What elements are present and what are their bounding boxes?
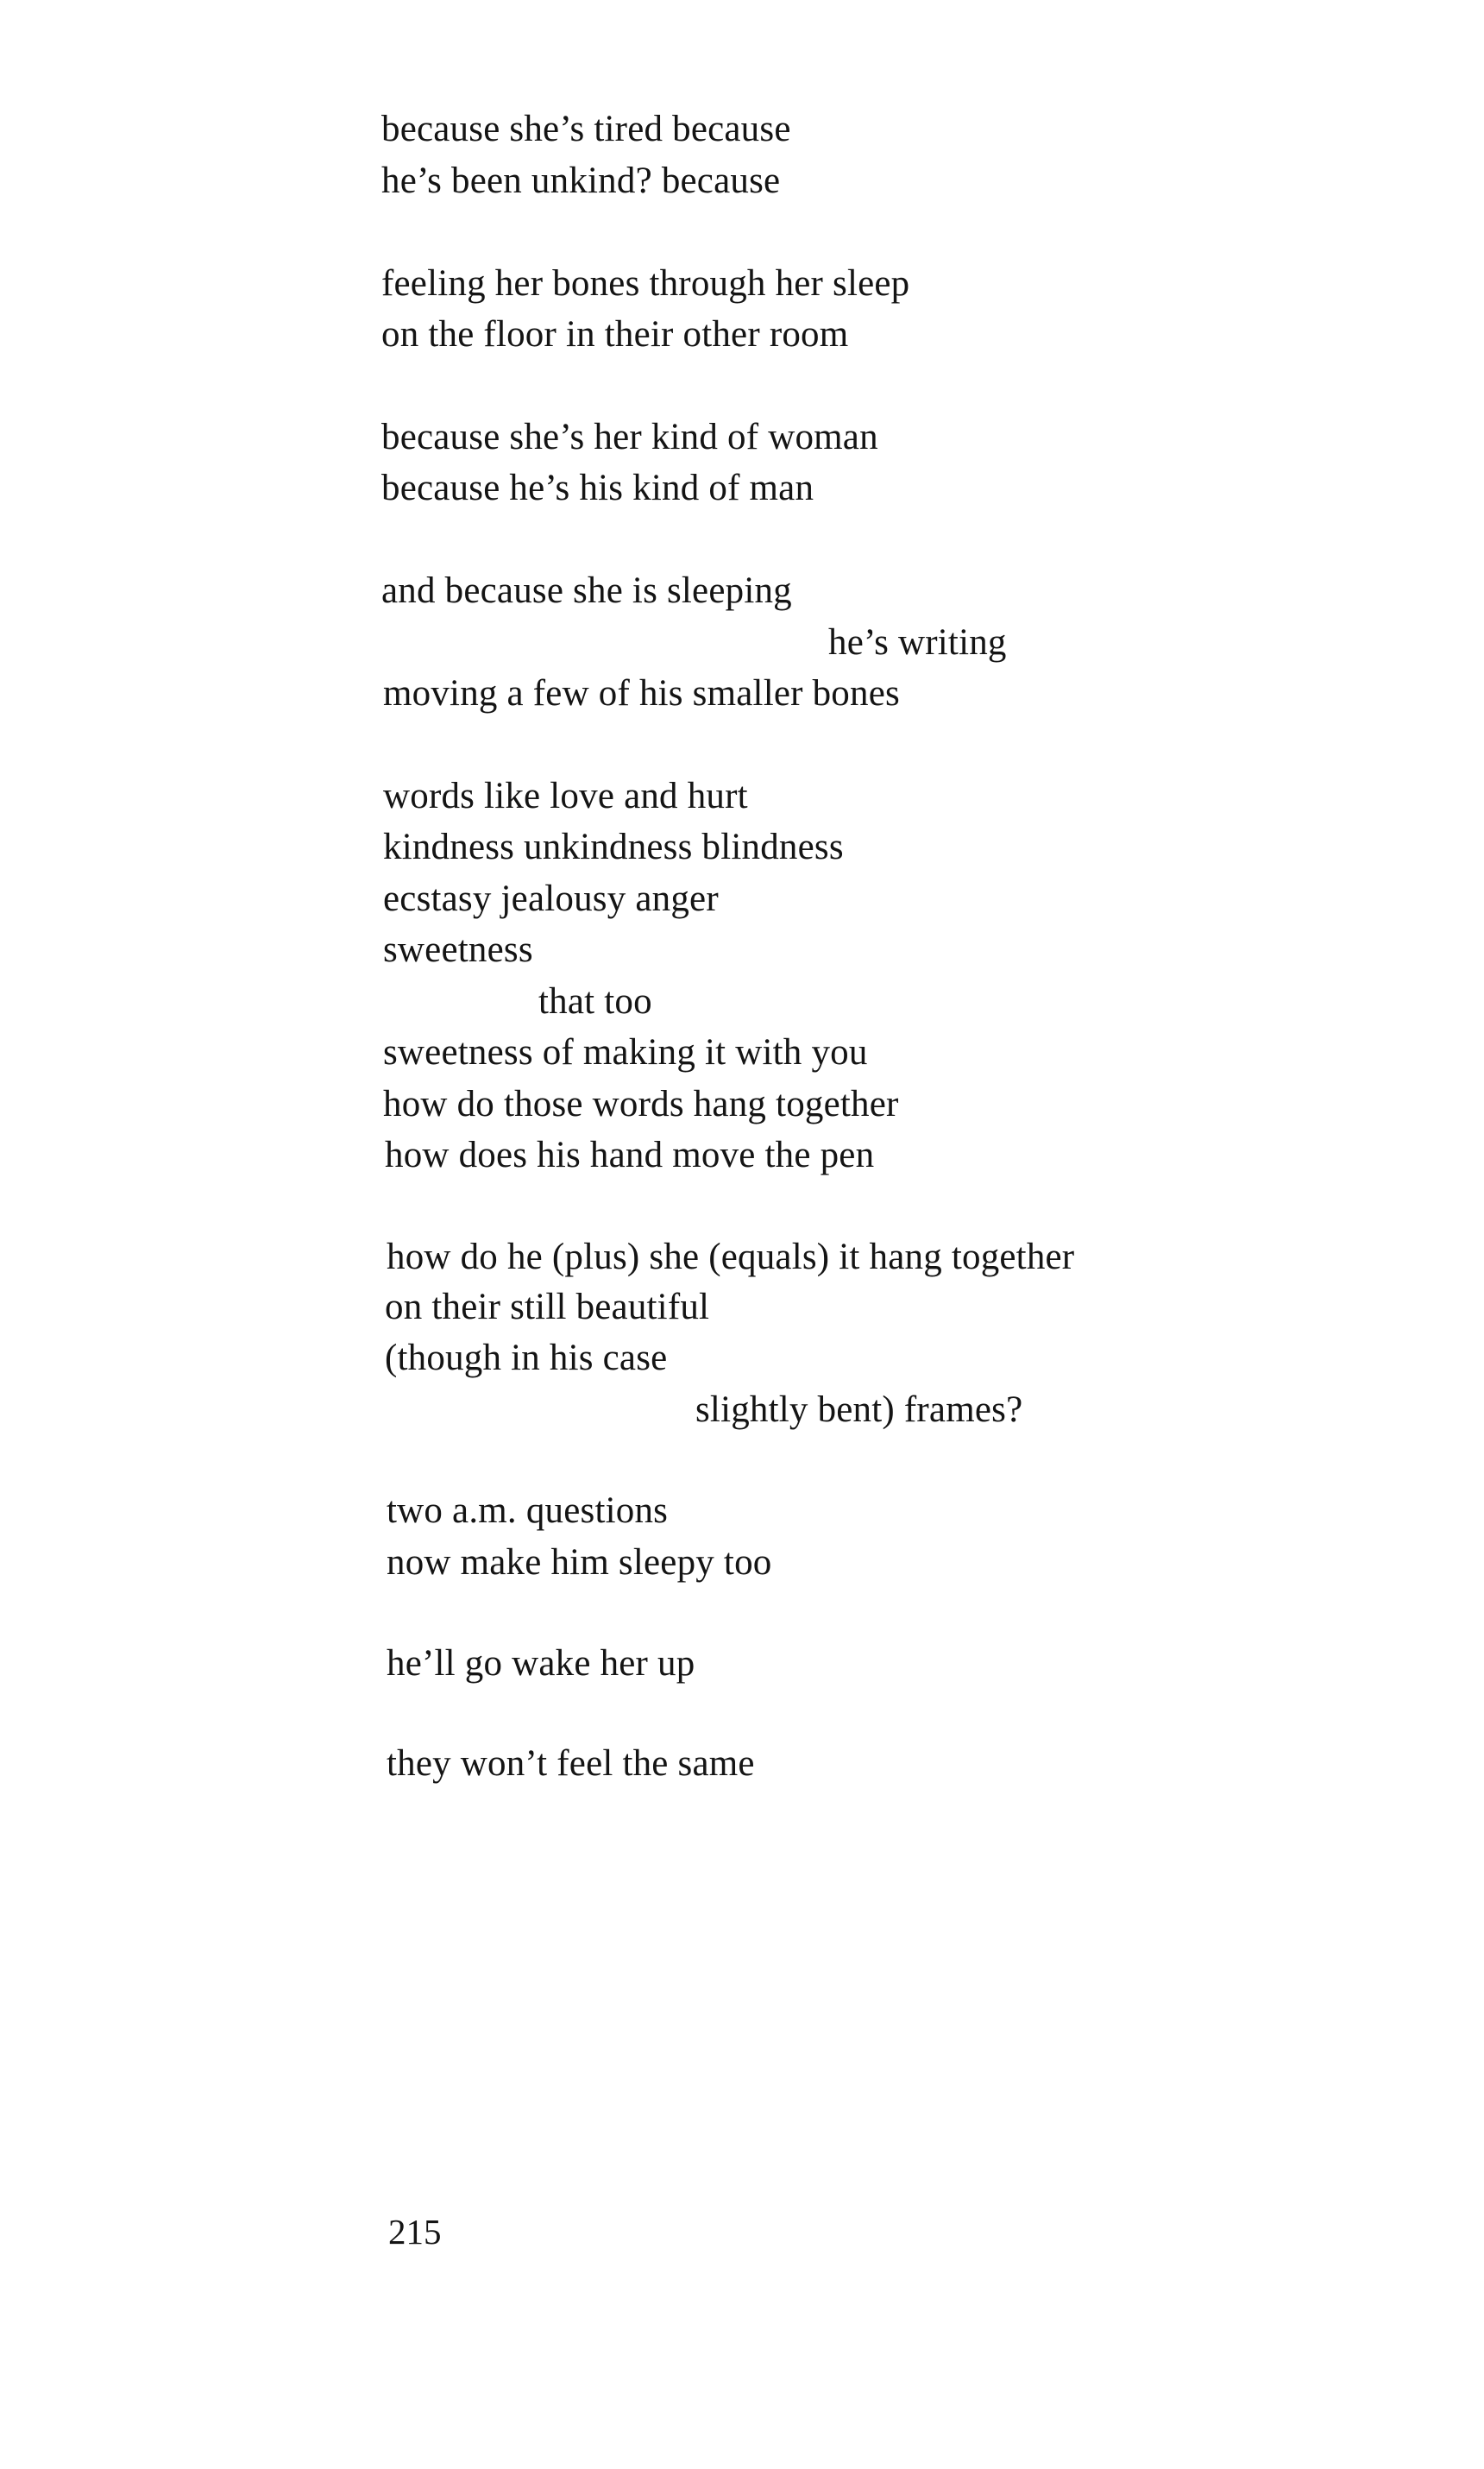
poem-line: sweetness of making it with you (383, 1032, 868, 1073)
poem-line: feeling her bones through her sleep (381, 263, 910, 304)
poem-line: on their still beautiful (385, 1287, 710, 1327)
poem-line: on the floor in their other room (381, 314, 849, 355)
poem-line: words like love and hurt (383, 776, 748, 816)
poem-line: because she’s tired because (381, 109, 791, 149)
poem-line: because she’s her kind of woman (381, 417, 878, 457)
poem-line: he’s been unkind? because (381, 161, 781, 201)
poem-line: sweetness (383, 929, 533, 970)
poem-line: he’s writing (828, 622, 1007, 663)
poem-line: two a.m. questions (387, 1490, 669, 1531)
poem-line: that too (538, 981, 652, 1022)
page-number: 215 (388, 2212, 442, 2252)
poem-line: he’ll go wake her up (387, 1643, 695, 1684)
poem-line: slightly bent) frames? (695, 1389, 1023, 1430)
poem-line: they won’t feel the same (387, 1743, 755, 1784)
poem-line: how do those words hang together (383, 1084, 899, 1124)
poem-line: because he’s his kind of man (381, 468, 814, 508)
poem-line: now make him sleepy too (387, 1542, 772, 1583)
poem-line: moving a few of his smaller bones (383, 673, 900, 714)
poem-line: (though in his case (385, 1338, 668, 1378)
poem-line: and because she is sleeping (381, 570, 792, 611)
poem-line: how do he (plus) she (equals) it hang together (387, 1237, 1075, 1277)
poem-line: how does his hand move the pen (385, 1135, 875, 1175)
poem-line: kindness unkindness blindness (383, 827, 844, 867)
poem-line: ecstasy jealousy anger (383, 879, 719, 919)
